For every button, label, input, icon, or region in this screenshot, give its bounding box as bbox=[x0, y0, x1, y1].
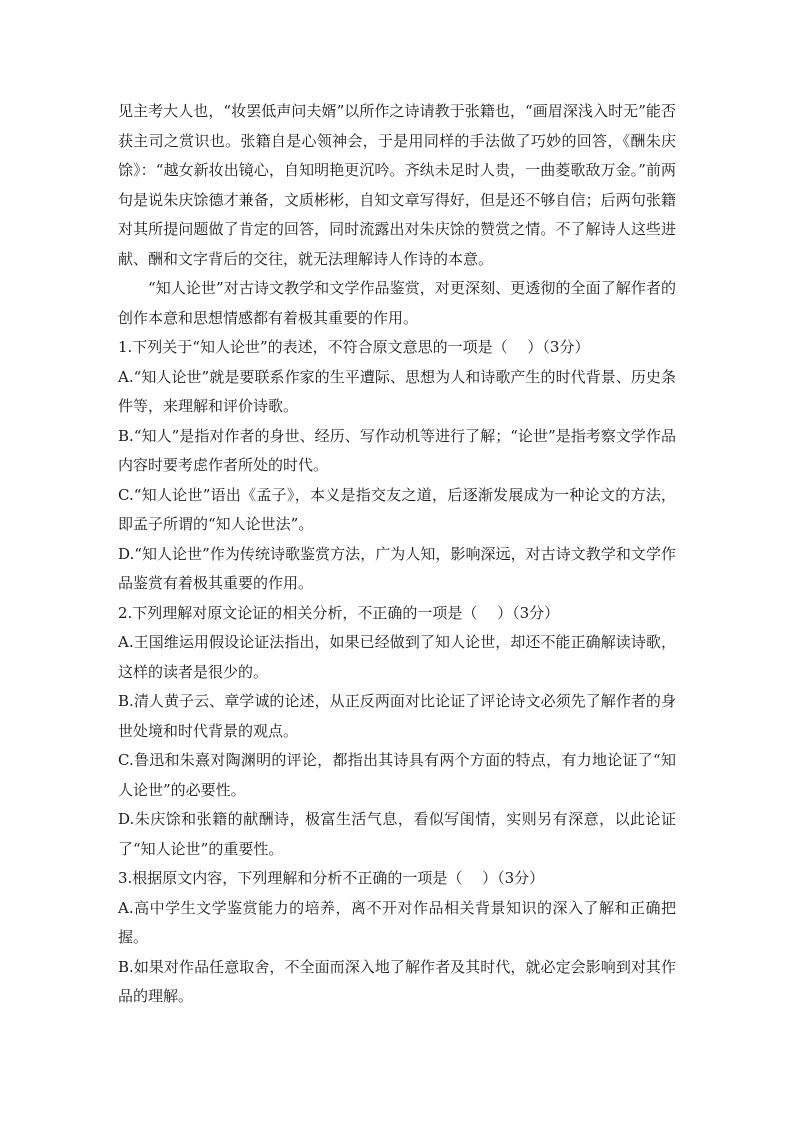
question-3 bbox=[118, 864, 676, 1012]
option-b: B.如果对作品任意取舍，不全面而深入地了解作者及其时代，就必定会影响到对其作品的理解。 bbox=[118, 957, 676, 1005]
body-paragraph: “知人论世”对古诗文教学和文学作品鉴赏，对更深刻、更透彻的全面了解作者的创作本意和思想情感都有着极其重要的作用。 bbox=[118, 279, 676, 327]
question-stem: 2.下列理解对原文论证的相关分析，不正确的一项是（ ）（3分） bbox=[118, 603, 560, 622]
option-a: A.高中学生文学鉴赏能力的培养，离不开对作品相关背景知识的深入了解和正确把握。 bbox=[118, 898, 676, 946]
question-2 bbox=[118, 599, 676, 865]
question-1 bbox=[118, 333, 676, 599]
option-a: A.“知人论世”就是要联系作家的生平遭际、思想为人和诗歌产生的时代背景、历史条件等，来理解和评价诗歌。 bbox=[118, 367, 676, 415]
option-b: B.“知人”是指对作者的身世、经历、写作动机等进行了解；“论世”是指考察文学作品内容时要考虑作者所处的时代。 bbox=[118, 426, 676, 474]
option-a: A.王国维运用假设论证法指出，如果已经做到了知人论世，却还不能正确解读诗歌，这样的读者是很少的。 bbox=[118, 633, 676, 681]
question-stem: 3.根据原文内容，下列理解和分析不正确的一项是（ ）（3分） bbox=[118, 869, 545, 887]
option-b: B.清人黄子云、章学诚的论述，从正反两面对比论证了评论诗文必须先了解作者的身世处境和时代背景的观点。 bbox=[118, 692, 676, 740]
document-page bbox=[118, 97, 676, 1012]
option-c: C.鲁迅和朱熹对陶渊明的评论，都指出其诗具有两个方面的特点，有力地论证了“知人论世”的必要性。 bbox=[118, 751, 676, 799]
option-d: D.朱庆馀和张籍的献酬诗，极富生活气息，看似写闺情，实则另有深意，以此论证了“知人论世”的重要性。 bbox=[118, 810, 676, 858]
question-stem: 1.下列关于“知人论世”的表述，不符合原文意思的一项是（ ）（3分） bbox=[118, 338, 590, 356]
option-d: D.“知人论世”作为传统诗歌鉴赏方法，广为人知，影响深远，对古诗文教学和文学作品鉴赏有着极其重要的作用。 bbox=[118, 544, 676, 592]
option-c: C.“知人论世”语出《孟子》，本义是指交友之道，后逐渐发展成为一种论文的方法，即孟子所谓的“知人论世法”。 bbox=[118, 485, 676, 533]
body-paragraph: 见主考大人也，“妆罢低声问夫婿”以所作之诗请教于张籍也，“画眉深浅入时无”能否获主司之赏识也。张籍自是心领神会，于是用同样的手法做了巧妙的回答，《酬朱庆馀》：“越女新妆出镜心，自知明艳更沉吟。齐纨未足时人贵，一曲菱歌敌万金。”前两句是说朱庆馀德才兼备，文质彬彬，自知文章写得好，但是还不够自信；后两句张籍对其所提问题做了肯定的回答，同时流露出对朱庆馀的赞赏之情。不了解诗人这些进献、酬和文字背后的交往，就无法理解诗人作诗的本意。 bbox=[118, 102, 676, 268]
